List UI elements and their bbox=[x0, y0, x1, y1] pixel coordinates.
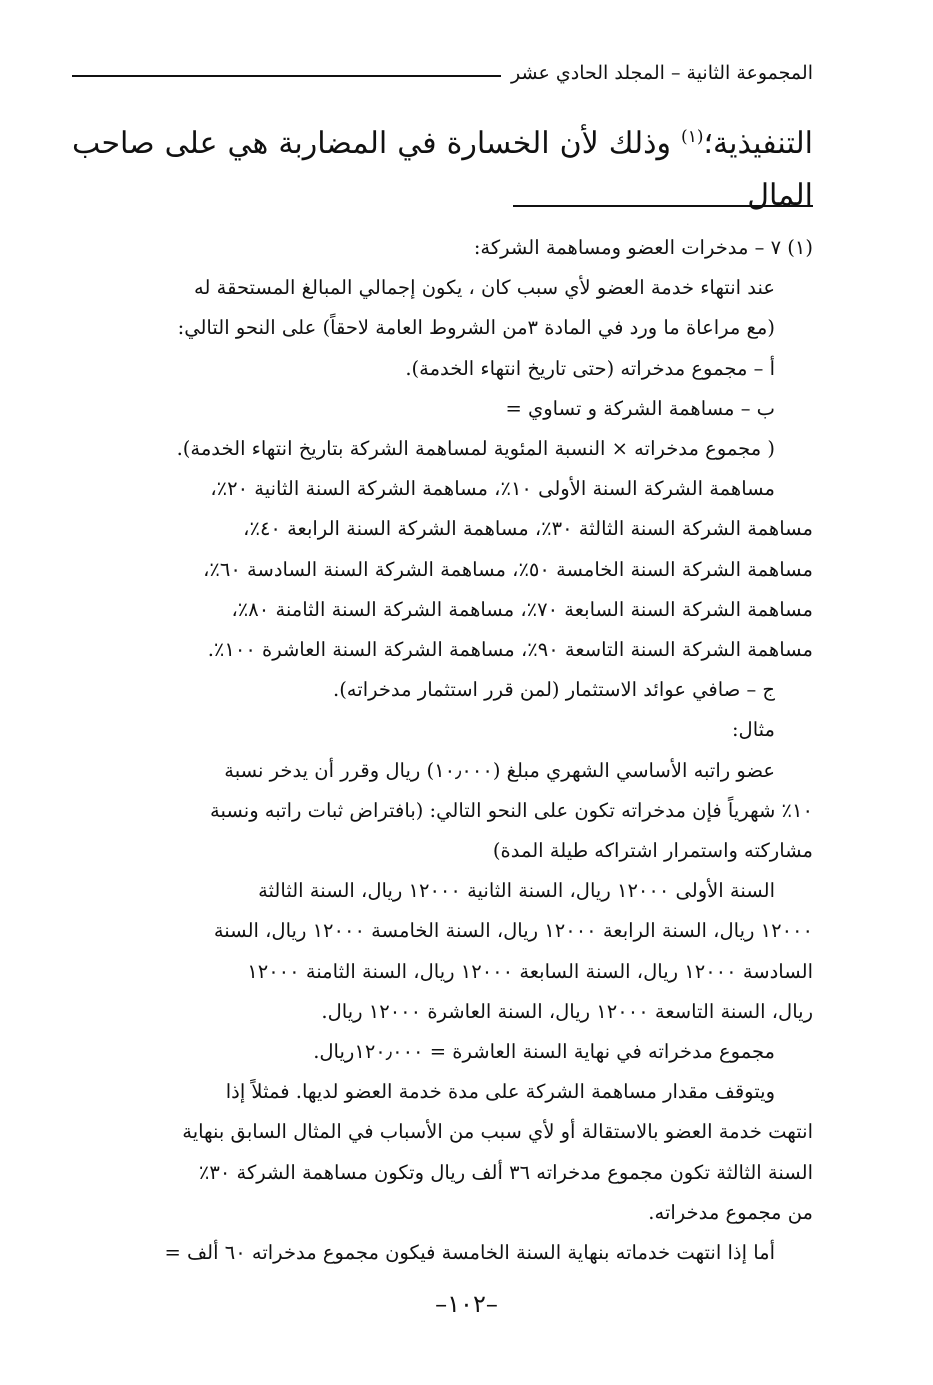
footnote-line: أما إذا انتهت خدماته بنهاية السنة الخامسة فيكون مجموع مدخراته ٦٠ ألف = bbox=[164, 1241, 775, 1265]
footnote-line: مثال: bbox=[731, 718, 775, 742]
footnote-line: عند انتهاء خدمة العضو لأي سبب كان ، يكون إجمالي المبالغ المستحقة له bbox=[194, 276, 775, 300]
footnote-line: ( مجموع مدخراته × النسبة المئوية لمساهمة الشركة بتاريخ انتهاء الخدمة). bbox=[176, 437, 775, 461]
footnote-reference[interactable]: (١) bbox=[681, 127, 704, 147]
footnote-line: مشاركته واستمرار اشتراكه طيلة المدة) bbox=[492, 839, 813, 863]
footnote-line: ويتوقف مقدار مساهمة الشركة على مدة خدمة العضو لديها. فمثلاً إذا bbox=[225, 1080, 775, 1104]
footnote-line: (مع مراعاة ما ورد في المادة ٣من الشروط العامة لاحقاً) على النحو التالي: bbox=[177, 316, 775, 340]
footnote-line: السنة الثالثة تكون مجموع مدخراته ٣٦ ألف ريال وتكون مساهمة الشركة ٣٠٪ bbox=[198, 1160, 813, 1184]
footnote-line: السنة الأولى ١٢٠٠٠ ريال، السنة الثانية ١٢٠٠٠ ريال، السنة الثالثة bbox=[258, 879, 775, 903]
header-rule bbox=[72, 75, 501, 77]
footnote-line: مساهمة الشركة السنة السابعة ٧٠٪، مساهمة الشركة السنة الثامنة ٨٠٪، bbox=[231, 597, 813, 621]
footnote-line: ١٠٪ شهرياً فإن مدخراته تكون على النحو التالي: (بافتراض ثبات راتبه ونسبة bbox=[210, 798, 813, 822]
footnote-line: من مجموع مدخراته. bbox=[648, 1200, 813, 1224]
footnote-line: ريال، السنة التاسعة ١٢٠٠٠ ريال، السنة العاشرة ١٢٠٠٠ ريال. bbox=[321, 999, 813, 1023]
page-number: –١٠٢– bbox=[435, 1290, 498, 1318]
header-title: المجموعة الثانية – المجلد الحادي عشر bbox=[511, 62, 813, 84]
footnote-line: مساهمة الشركة السنة التاسعة ٩٠٪، مساهمة الشركة السنة العاشرة ١٠٠٪. bbox=[207, 638, 813, 662]
main-text-end: وذلك لأن الخسارة في المضاربة هي على صاحب المال bbox=[72, 126, 813, 213]
footnote-line: (١) ٧ – مدخرات العضو ومساهمة الشركة: bbox=[473, 236, 813, 259]
footnote-line: ج – صافي عوائد الاستثمار (لمن قرر استثمار مدخراته). bbox=[333, 678, 775, 702]
footnote-line: أ – مجموع مدخراته (حتى تاريخ انتهاء الخدمة). bbox=[405, 356, 775, 380]
footnote-line: مساهمة الشركة السنة الخامسة ٥٠٪، مساهمة الشركة السنة السادسة ٦٠٪، bbox=[203, 557, 813, 581]
main-text-start: التنفيذية؛ bbox=[703, 126, 813, 161]
footnote-separator bbox=[513, 205, 813, 207]
footnote bbox=[72, 228, 813, 1273]
footnote-line: ١٢٠٠٠ ريال، السنة الرابعة ١٢٠٠٠ ريال، السنة الخامسة ١٢٠٠٠ ريال، السنة bbox=[213, 919, 813, 943]
footnote-line: مساهمة الشركة السنة الثالثة ٣٠٪، مساهمة الشركة السنة الرابعة ٤٠٪، bbox=[243, 517, 813, 541]
footnote-line: عضو راتبه الأساسي الشهري مبلغ (١٠٫٠٠٠) ريال وقرر أن يدخر نسبة bbox=[224, 758, 775, 782]
footnote-line: السادسة ١٢٠٠٠ ريال، السنة السابعة ١٢٠٠٠ ريال، السنة الثامنة ١٢٠٠٠ bbox=[247, 959, 813, 983]
running-header bbox=[72, 62, 813, 84]
footnote-line: مساهمة الشركة السنة الأولى ١٠٪، مساهمة الشركة السنة الثانية ٢٠٪، bbox=[210, 477, 775, 501]
footnote-line: ب – مساهمة الشركة و تساوي = bbox=[505, 396, 775, 420]
footnote-line: مجموع مدخراته في نهاية السنة العاشرة = ١٢٠٫٠٠٠ريال. bbox=[313, 1040, 775, 1064]
footnote-line: انتهت خدمة العضو بالاستقالة أو لأي سبب من الأسباب في المثال السابق بنهاية bbox=[182, 1120, 813, 1144]
